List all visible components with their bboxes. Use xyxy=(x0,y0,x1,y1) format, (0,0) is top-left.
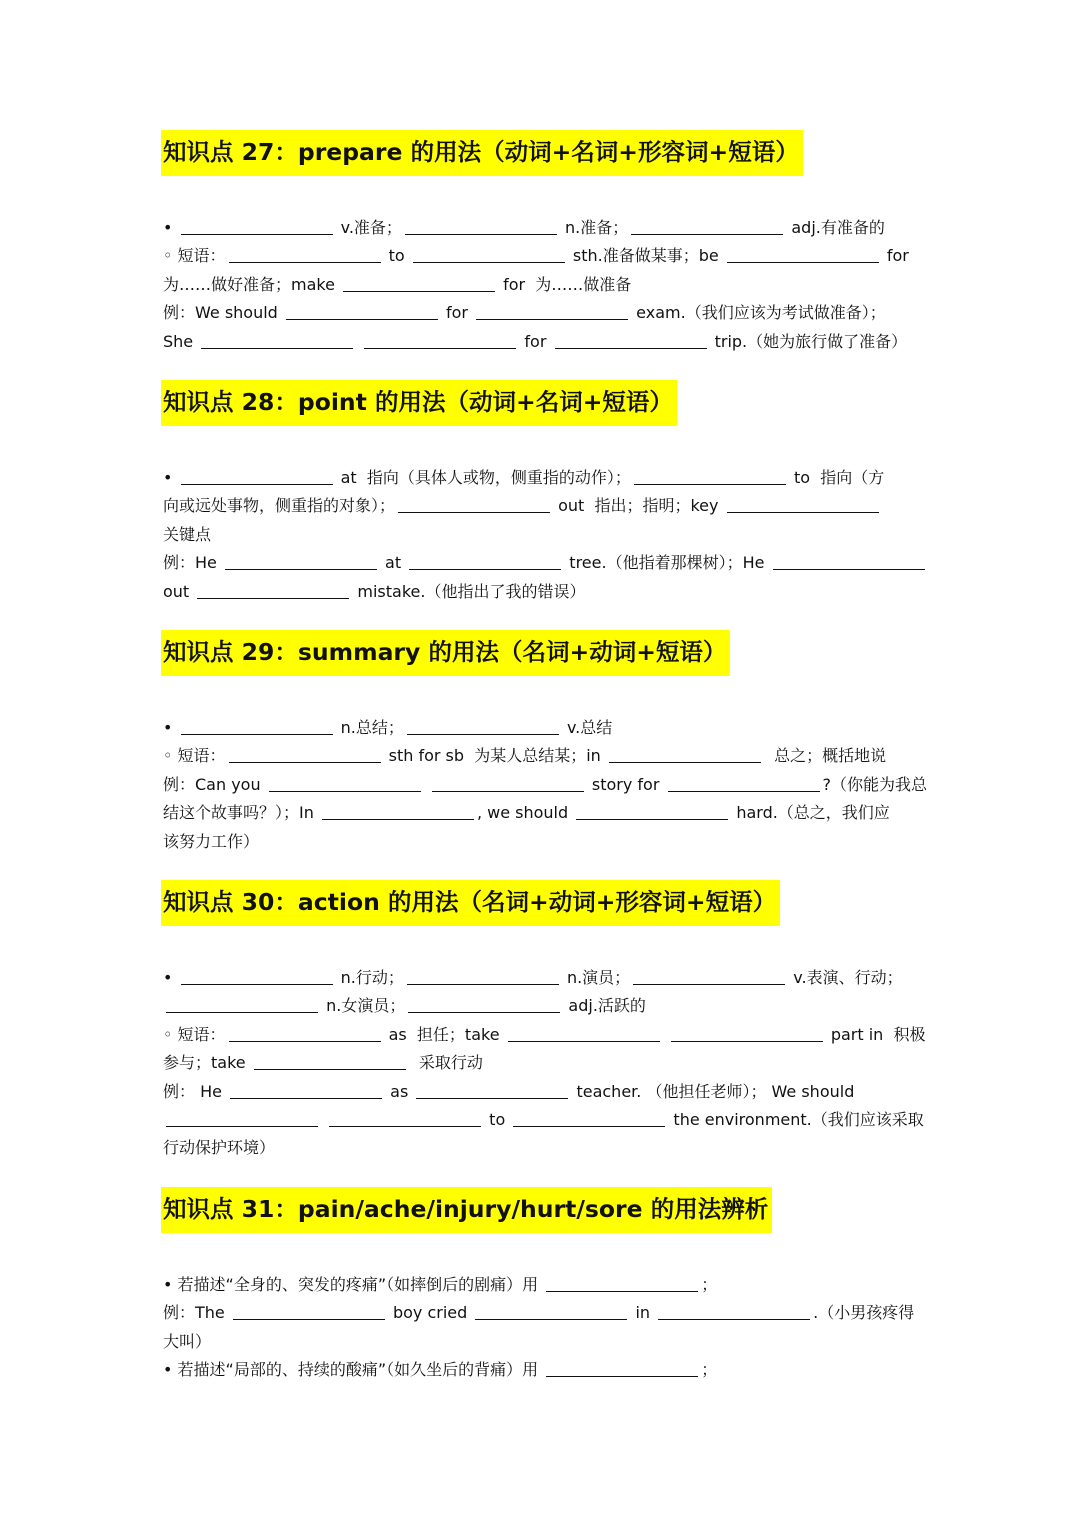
line-text: v.总结 xyxy=(561,718,613,737)
text-line xyxy=(163,521,923,549)
section-28 xyxy=(163,380,923,606)
line-text: • xyxy=(163,218,178,237)
section-body xyxy=(163,964,926,1163)
line-text: ◦ 短语： xyxy=(163,746,226,766)
line-text: part in 积极 xyxy=(825,1024,926,1044)
fill-in-blank[interactable] xyxy=(631,217,783,235)
line-text: ； xyxy=(701,1275,718,1294)
line-text: 结这个故事吗？）；In xyxy=(163,803,319,823)
line-text: v.表演、行动； xyxy=(788,968,903,987)
line-text: n.行动； xyxy=(335,968,404,987)
text-line xyxy=(163,328,923,356)
fill-in-blank[interactable] xyxy=(229,745,381,763)
line-text: 采取行动 xyxy=(408,1053,483,1073)
section-body xyxy=(163,1271,923,1385)
fill-in-blank[interactable] xyxy=(398,495,550,513)
line-text: • 若描述“全身的、突发的疼痛”（如摔倒后的剧痛）用 xyxy=(163,1275,544,1294)
line-text: sth for sb 为某人总结某；in xyxy=(383,746,606,766)
line-text: 例：The xyxy=(163,1303,230,1323)
line-text: ； xyxy=(701,1360,718,1380)
text-line xyxy=(163,1106,923,1134)
section-29 xyxy=(163,630,927,856)
fill-in-blank[interactable] xyxy=(407,967,559,985)
fill-in-blank[interactable] xyxy=(609,745,761,763)
text-line xyxy=(163,1021,926,1049)
fill-in-blank[interactable] xyxy=(546,1274,698,1292)
fill-in-blank[interactable] xyxy=(413,245,565,263)
fill-in-blank[interactable] xyxy=(508,1024,660,1042)
fill-in-blank[interactable] xyxy=(233,1302,385,1320)
line-text xyxy=(356,332,361,351)
text-line xyxy=(163,771,927,799)
text-line xyxy=(163,799,923,827)
line-text: at xyxy=(379,553,407,573)
fill-in-blank[interactable] xyxy=(225,552,377,570)
line-text: to xyxy=(383,246,410,266)
fill-in-blank[interactable] xyxy=(201,331,353,349)
fill-in-blank[interactable] xyxy=(181,467,333,485)
line-text: for xyxy=(519,331,552,351)
line-text: exam.（我们应该为考试做准备）； xyxy=(631,303,886,323)
fill-in-blank[interactable] xyxy=(286,302,438,320)
text-line xyxy=(163,271,923,299)
line-text: 参与；take xyxy=(163,1053,251,1073)
line-text: 例：We should xyxy=(163,303,283,323)
fill-in-blank[interactable] xyxy=(181,217,333,235)
line-text: adj.有准备的 xyxy=(786,218,885,237)
section-heading: 知识点 28：point 的用法（动词+名词+短语） xyxy=(161,380,677,426)
line-text: 例：Can you xyxy=(163,774,266,794)
line-text: n.准备； xyxy=(559,218,629,237)
line-text: for xyxy=(881,246,909,266)
text-line xyxy=(163,242,923,270)
line-text: for 为……做准备 xyxy=(498,274,632,294)
fill-in-blank[interactable] xyxy=(181,967,333,985)
line-text: as 担任；take xyxy=(383,1024,505,1044)
line-text: tree.（他指着那棵树）；He xyxy=(564,553,770,573)
fill-in-blank[interactable] xyxy=(408,995,560,1013)
line-text: at 指向（具体人或物，侧重指的动作）； xyxy=(335,468,631,487)
line-text: the environment.（我们应该采取 xyxy=(668,1109,924,1129)
fill-in-blank[interactable] xyxy=(329,1109,481,1127)
line-text: mistake.（他指出了我的错误） xyxy=(352,581,586,601)
fill-in-blank[interactable] xyxy=(343,274,495,292)
line-text: 为……做好准备；make xyxy=(163,274,341,294)
fill-in-blank[interactable] xyxy=(407,717,559,735)
fill-in-blank[interactable] xyxy=(254,1052,406,1070)
line-text: • xyxy=(163,718,178,737)
line-text: boy cried xyxy=(387,1303,473,1323)
line-text: sth.准备做某事；be xyxy=(567,246,724,266)
line-text: 该努力工作） xyxy=(163,831,260,851)
text-line xyxy=(163,742,923,770)
fill-in-blank[interactable] xyxy=(229,1024,381,1042)
text-line xyxy=(163,549,923,577)
text-line xyxy=(163,828,923,856)
line-text: to xyxy=(484,1109,511,1129)
text-line xyxy=(163,492,923,520)
fill-in-blank[interactable] xyxy=(409,552,561,570)
line-text: n.演员； xyxy=(561,968,631,987)
line-text: story for xyxy=(586,774,665,794)
fill-in-blank[interactable] xyxy=(727,495,879,513)
section-heading: 知识点 30：action 的用法（名词+动词+形容词+短语） xyxy=(161,880,780,926)
fill-in-blank[interactable] xyxy=(773,552,925,570)
fill-in-blank[interactable] xyxy=(555,331,707,349)
fill-in-blank[interactable] xyxy=(576,802,728,820)
line-text: trip.（她为旅行做了准备） xyxy=(709,331,908,351)
text-line xyxy=(163,1299,923,1327)
line-text xyxy=(424,775,429,794)
line-text xyxy=(321,1110,326,1129)
line-text: v.准备； xyxy=(335,218,402,237)
text-line xyxy=(163,1078,923,1106)
line-text: hard.（总之，我们应 xyxy=(731,803,890,823)
text-line xyxy=(163,714,923,742)
fill-in-blank[interactable] xyxy=(166,995,318,1013)
fill-in-blank[interactable] xyxy=(633,967,785,985)
fill-in-blank[interactable] xyxy=(229,245,381,263)
text-line xyxy=(163,964,923,992)
fill-in-blank[interactable] xyxy=(322,802,474,820)
section-27 xyxy=(163,130,923,356)
line-text: She xyxy=(163,331,199,351)
text-line xyxy=(163,992,923,1020)
text-line xyxy=(163,1134,923,1162)
section-heading: 知识点 29：summary 的用法（名词+动词+短语） xyxy=(161,630,730,676)
section-31 xyxy=(163,1187,923,1385)
section-heading: 知识点 31：pain/ache/injury/hurt/sore 的用法辨析 xyxy=(161,1187,772,1233)
line-text: teacher. （他担任老师）； We should xyxy=(571,1081,855,1101)
fill-in-blank[interactable] xyxy=(364,331,516,349)
fill-in-blank[interactable] xyxy=(546,1359,698,1377)
line-text: ◦ 短语： xyxy=(163,1024,226,1044)
line-text xyxy=(663,1025,668,1044)
line-text: ◦ 短语： xyxy=(163,246,226,266)
line-text: as xyxy=(385,1081,414,1101)
text-line xyxy=(163,299,923,327)
text-line xyxy=(163,1328,923,1356)
fill-in-blank[interactable] xyxy=(727,245,879,263)
section-body xyxy=(163,214,923,356)
fill-in-blank[interactable] xyxy=(658,1302,810,1320)
fill-in-blank[interactable] xyxy=(230,1081,382,1099)
fill-in-blank[interactable] xyxy=(432,774,584,792)
line-text: 大叫） xyxy=(163,1331,212,1351)
line-text: , we should xyxy=(476,803,574,823)
line-text: out 指出；指明；key xyxy=(553,496,724,516)
text-line xyxy=(163,1049,923,1077)
section-heading: 知识点 27：prepare 的用法（动词+名词+形容词+短语） xyxy=(161,130,803,176)
fill-in-blank[interactable] xyxy=(197,581,349,599)
text-line xyxy=(163,1356,923,1384)
fill-in-blank[interactable] xyxy=(416,1081,568,1099)
line-text: to 指向（方 xyxy=(788,468,885,487)
line-text: .（小男孩疼得 xyxy=(813,1303,915,1323)
line-text: 例： He xyxy=(163,1081,228,1101)
line-text: ?（你能为我总 xyxy=(822,774,927,794)
section-body xyxy=(163,714,927,856)
line-text: 关键点 xyxy=(163,524,212,544)
line-text: 总之；概括地说 xyxy=(763,746,887,766)
line-text: 向或远处事物，侧重指的对象）； xyxy=(163,496,396,516)
text-line xyxy=(163,578,923,606)
fill-in-blank[interactable] xyxy=(269,774,421,792)
fill-in-blank[interactable] xyxy=(513,1109,665,1127)
line-text: in xyxy=(630,1303,656,1323)
fill-in-blank[interactable] xyxy=(405,217,557,235)
text-line xyxy=(163,1271,923,1299)
section-body xyxy=(163,464,923,606)
line-text: 例：He xyxy=(163,553,222,573)
fill-in-blank[interactable] xyxy=(476,302,628,320)
fill-in-blank[interactable] xyxy=(475,1302,627,1320)
line-text: 行动保护环境） xyxy=(163,1138,276,1158)
line-text: n.总结； xyxy=(335,718,404,737)
line-text: adj.活跃的 xyxy=(563,996,646,1016)
fill-in-blank[interactable] xyxy=(671,1024,823,1042)
line-text: • 若描述“局部的、持续的酸痛”（如久坐后的背痛）用 xyxy=(163,1360,544,1380)
line-text: • xyxy=(163,468,178,487)
fill-in-blank[interactable] xyxy=(181,717,333,735)
fill-in-blank[interactable] xyxy=(166,1109,318,1127)
line-text: for xyxy=(440,303,474,323)
line-text: • xyxy=(163,968,178,987)
text-line xyxy=(163,214,923,242)
text-line xyxy=(163,464,923,492)
line-text: out xyxy=(163,581,195,601)
section-30 xyxy=(163,880,926,1163)
fill-in-blank[interactable] xyxy=(668,774,820,792)
fill-in-blank[interactable] xyxy=(634,467,786,485)
line-text: n.女演员； xyxy=(321,996,406,1016)
